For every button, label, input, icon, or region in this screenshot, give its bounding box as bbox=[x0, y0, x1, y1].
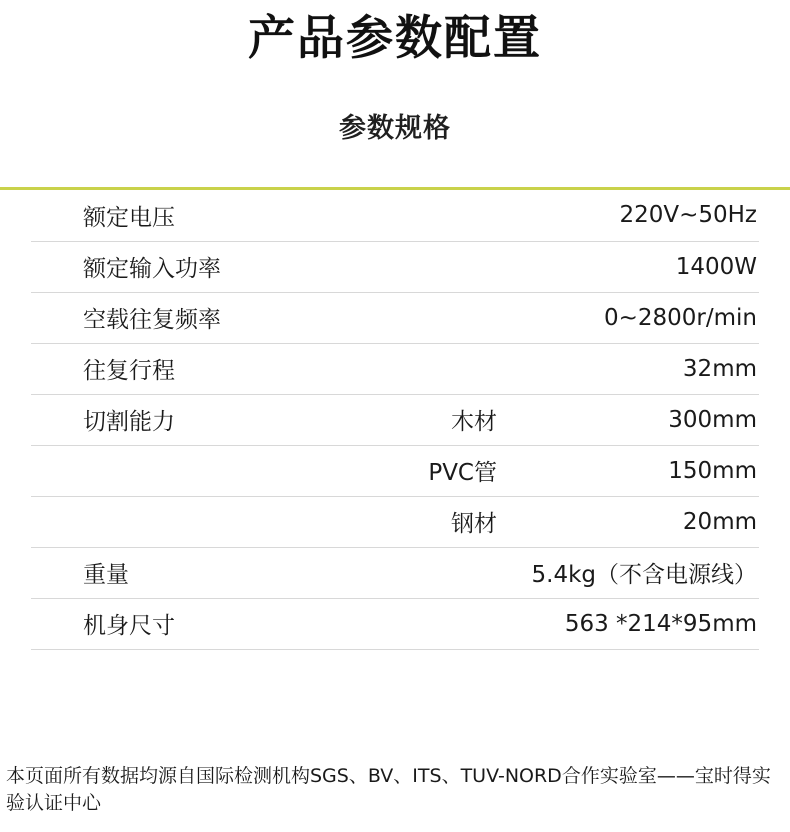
spec-label bbox=[31, 445, 341, 496]
table-row bbox=[31, 343, 759, 394]
table-row bbox=[31, 598, 759, 649]
spec-label: 额定电压 bbox=[31, 190, 341, 241]
spec-value: 300mm bbox=[501, 394, 759, 445]
spec-label bbox=[31, 496, 341, 547]
table-row bbox=[31, 190, 759, 241]
spec-subitem: 钢材 bbox=[341, 496, 501, 547]
spec-subitem bbox=[341, 241, 501, 292]
spec-subitem bbox=[341, 598, 501, 649]
spec-label: 额定输入功率 bbox=[31, 241, 341, 292]
section-subtitle: 参数规格 bbox=[339, 113, 451, 145]
spec-value: 1400W bbox=[501, 241, 759, 292]
spec-subitem bbox=[341, 292, 501, 343]
spec-value: 5.4kg（不含电源线） bbox=[501, 547, 759, 598]
specification-table bbox=[31, 190, 759, 650]
spec-subitem: 木材 bbox=[341, 394, 501, 445]
table-row bbox=[31, 241, 759, 292]
spec-value: 563 *214*95mm bbox=[501, 598, 759, 649]
spec-value: 150mm bbox=[501, 445, 759, 496]
spec-subitem bbox=[341, 190, 501, 241]
table-row bbox=[31, 547, 759, 598]
spec-label: 空载往复频率 bbox=[31, 292, 341, 343]
spec-subitem bbox=[341, 343, 501, 394]
footer-note: 本页面所有数据均源自国际检测机构SGS、BV、ITS、TUV-NORD合作实验室——宝时得实验认证中心 bbox=[6, 764, 771, 815]
spec-value: 20mm bbox=[501, 496, 759, 547]
spec-label: 机身尺寸 bbox=[31, 598, 341, 649]
table-row bbox=[31, 496, 759, 547]
page-title: 产品参数配置 bbox=[248, 11, 542, 66]
spec-label: 切割能力 bbox=[31, 394, 341, 445]
spec-value: 220V~50Hz bbox=[501, 190, 759, 241]
spec-label: 重量 bbox=[31, 547, 341, 598]
spec-value: 0~2800r/min bbox=[501, 292, 759, 343]
spec-value: 32mm bbox=[501, 343, 759, 394]
table-row bbox=[31, 394, 759, 445]
table-row bbox=[31, 445, 759, 496]
spec-subitem: PVC管 bbox=[341, 445, 501, 496]
spec-subitem bbox=[341, 547, 501, 598]
table-row bbox=[31, 292, 759, 343]
spec-label: 往复行程 bbox=[31, 343, 341, 394]
